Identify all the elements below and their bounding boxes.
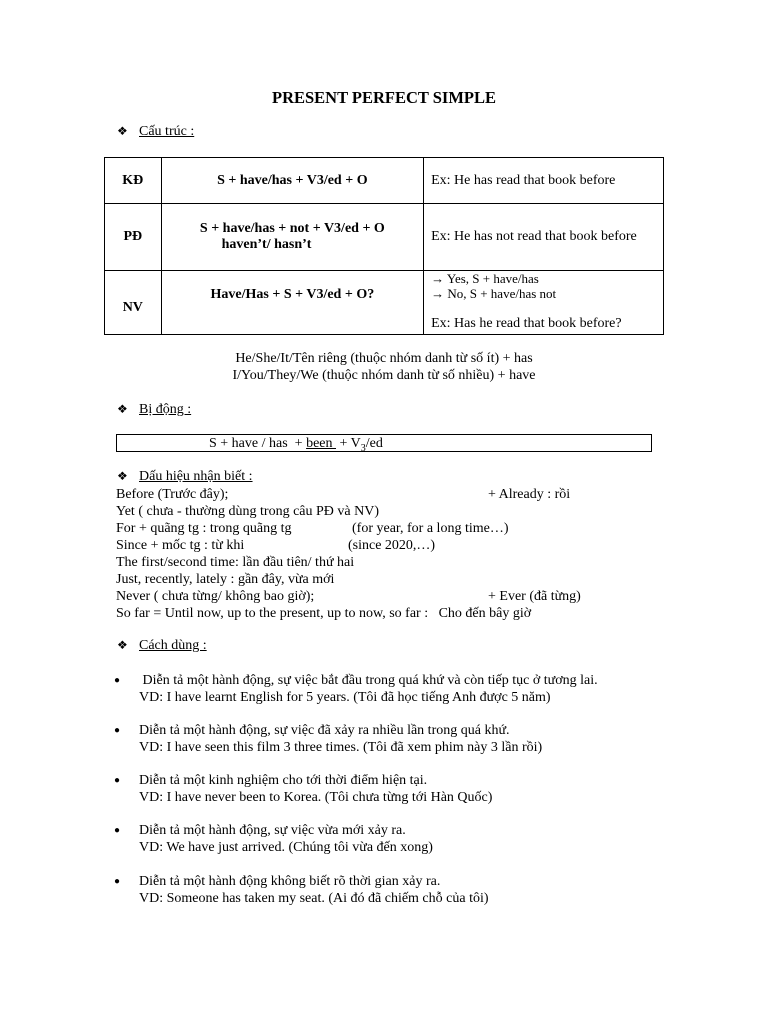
usage-item-text: Diễn tả một kinh nghiệm cho tới thời điểm hiện tại. (139, 773, 428, 788)
table-row (105, 204, 664, 271)
sign-already: + Already : rồi (488, 487, 571, 502)
table-row (105, 271, 664, 335)
passive-formula-start: S + have / has + (209, 436, 307, 451)
usage-heading (117, 638, 207, 654)
usage-item-text: Diễn tả một hành động, sự việc đã xảy ra nhiều lần trong quá khứ. (139, 723, 510, 738)
row-formula: S + have/has + not + V3/ed + O (199, 221, 385, 236)
usage-item-example: VD: We have just arrived. (Chúng tôi vừa đến xong) (139, 840, 433, 855)
sign-for: For + quãng tg : trong quãng tg (116, 521, 292, 536)
round-bullet-icon: ● (114, 675, 121, 686)
passive-formula-end: /ed (365, 436, 383, 451)
table-row (105, 158, 664, 204)
structure-heading (117, 124, 194, 140)
diamond-bullet-icon: ❖ (117, 124, 128, 138)
passive-heading-text: Bị động : (139, 402, 192, 417)
passive-heading (117, 402, 191, 418)
usage-item-text: Diễn tả một hành động, sự việc bắt đầu trong quá khứ và còn tiếp tục ở tương lai. (139, 673, 598, 688)
passive-formula-v: + V (336, 436, 361, 451)
answer-yes (431, 271, 656, 286)
row-label: PĐ (105, 204, 162, 271)
usage-item-example: VD: I have never been to Korea. (Tôi chưa từng tới Hàn Quốc) (139, 790, 493, 805)
signs-heading (117, 469, 253, 485)
structure-heading-text: Cấu trúc : (139, 124, 195, 139)
sign-never: Never ( chưa từng/ không bao giờ); (116, 589, 315, 604)
sign-so-far: So far = Until now, up to the present, up to now, so far : Cho đến bây giờ (116, 606, 532, 621)
page-title: PRESENT PERFECT SIMPLE (271, 88, 497, 107)
usage-item-example: VD: Someone has taken my seat. (Ai đó đã chiếm chỗ của tôi) (139, 891, 489, 906)
round-bullet-icon: ● (114, 876, 121, 887)
usage-item-text: Diễn tả một hành động, sự việc vừa mới xảy ra. (139, 823, 406, 838)
row-formula: S + have/has + V3/ed + O (161, 158, 424, 204)
sign-ever: + Ever (đã từng) (488, 589, 581, 604)
answer-yes-text: Yes, S + have/has (446, 271, 539, 286)
signs-heading-text: Dấu hiệu nhận biết : (139, 469, 253, 484)
row-example: Ex: He has read that book before (424, 158, 664, 204)
diamond-bullet-icon: ❖ (117, 469, 128, 483)
usage-item-example: VD: I have seen this film 3 three times. (Tôi đã xem phim này 3 lần rồi) (139, 740, 543, 755)
usage-item-text: Diễn tả một hành động không biết rõ thời gian xảy ra. (139, 874, 441, 889)
usage-heading-text: Cách dùng : (139, 638, 207, 653)
subject-note-singular: He/She/It/Tên riêng (thuộc nhóm danh từ số ít) + has (235, 351, 533, 366)
round-bullet-icon: ● (114, 775, 121, 786)
row-example-cell (424, 271, 664, 335)
sign-since: Since + mốc tg : từ khi (116, 538, 245, 553)
sign-just: Just, recently, lately : gần đây, vừa mới (116, 572, 335, 587)
sign-before: Before (Trước đây); (116, 487, 229, 502)
usage-item-example: VD: I have learnt English for 5 years. (Tôi đã học tiếng Anh được 5 năm) (139, 690, 551, 705)
passive-formula-box (116, 434, 652, 452)
row-formula-note: haven’t/ hasn’t (221, 237, 312, 252)
row-example: Ex: He has not read that book before (424, 204, 664, 271)
structure-table (104, 157, 664, 335)
row-label: KĐ (105, 158, 162, 204)
answer-no (431, 286, 656, 301)
row-formula: Have/Has + S + V3/ed + O? (161, 271, 424, 335)
sign-first: The first/second time: lần đầu tiên/ thứ hai (116, 555, 355, 570)
sign-since-example: (since 2020,…) (348, 538, 436, 553)
passive-formula-been: been (306, 436, 336, 451)
row-label: NV (105, 271, 162, 335)
answer-no-text: No, S + have/has not (447, 286, 557, 301)
subject-note-plural: I/You/They/We (thuộc nhóm danh từ số nhiều) + have (232, 368, 536, 383)
round-bullet-icon: ● (114, 825, 121, 836)
right-arrow-icon: → (431, 286, 448, 301)
passive-formula-sub: 3 (360, 442, 366, 454)
right-arrow-icon: → (431, 271, 447, 286)
row-formula-cell (161, 204, 424, 271)
sign-for-example: (for year, for a long time…) (352, 521, 509, 536)
row-example: Ex: Has he read that book before? (431, 316, 622, 331)
round-bullet-icon: ● (114, 725, 121, 736)
diamond-bullet-icon: ❖ (117, 638, 128, 652)
passive-formula (209, 435, 383, 458)
sign-yet: Yet ( chưa - thường dùng trong câu PĐ và NV) (116, 504, 380, 519)
diamond-bullet-icon: ❖ (117, 402, 128, 416)
